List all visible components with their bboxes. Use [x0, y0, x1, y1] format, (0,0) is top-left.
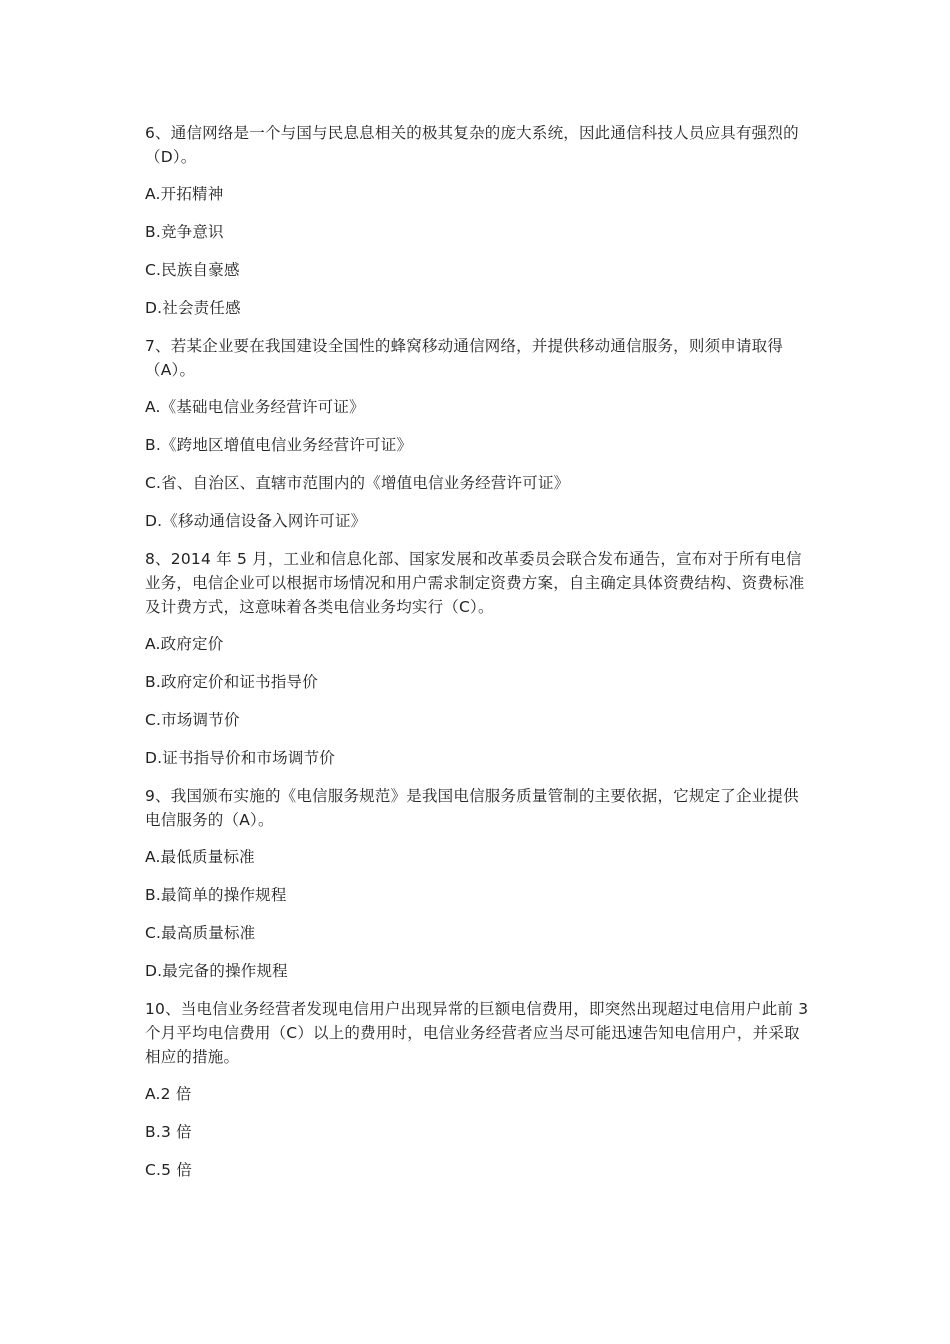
question-10-option-a: A.2 倍 — [145, 1085, 192, 1103]
question-10-option-b: B.3 倍 — [145, 1123, 192, 1141]
question-7-option-a: A.《基础电信业务经营许可证》 — [145, 398, 365, 416]
document-page — [145, 121, 810, 1196]
question-8-option-b: B.政府定价和证书指导价 — [145, 673, 318, 691]
question-6-option-b: B.竞争意识 — [145, 223, 224, 241]
question-8-option-a: A.政府定价 — [145, 635, 224, 653]
question-7: 7、若某企业要在我国建设全国性的蜂窝移动通信网络，并提供移动通信服务，则须申请取得（A）。 — [145, 337, 784, 379]
question-9-option-b: B.最简单的操作规程 — [145, 886, 287, 904]
question-10-option-c: C.5 倍 — [145, 1161, 193, 1179]
question-7-option-d: D.《移动通信设备入网许可证》 — [145, 512, 367, 530]
question-7-option-b: B.《跨地区增值电信业务经营许可证》 — [145, 436, 413, 454]
question-6-option-a: A.开拓精神 — [145, 185, 224, 203]
question-10: 10、当电信业务经营者发现电信用户出现异常的巨额电信费用，即突然出现超过电信用户此前 3 个月平均电信费用（C）以上的费用时，电信业务经营者应当尽可能迅速告知电信用户，并采取相应的措施。 — [145, 1000, 809, 1066]
question-8-option-c: C.市场调节价 — [145, 711, 240, 729]
question-9: 9、我国颁布实施的《电信服务规范》是我国电信服务质量管制的主要依据，它规定了企业提供电信服务的（A）。 — [145, 787, 799, 829]
question-6-option-d: D.社会责任感 — [145, 299, 241, 317]
question-6-option-c: C.民族自豪感 — [145, 261, 240, 279]
question-8: 8、2014 年 5 月，工业和信息化部、国家发展和改革委员会联合发布通告，宣布对于所有电信业务，电信企业可以根据市场情况和用户需求制定资费方案，自主确定具体资费结构、资费标准及计费方式，这意味着各类电信业务均实行（C）。 — [145, 550, 805, 616]
question-6: 6、通信网络是一个与国与民息息相关的极其复杂的庞大系统，因此通信科技人员应具有强烈的（D）。 — [145, 124, 799, 166]
question-9-option-c: C.最高质量标准 — [145, 924, 256, 942]
question-8-option-d: D.证书指导价和市场调节价 — [145, 749, 335, 767]
question-9-option-a: A.最低质量标准 — [145, 848, 255, 866]
question-9-option-d: D.最完备的操作规程 — [145, 962, 288, 980]
question-7-option-c: C.省、自治区、直辖市范围内的《增值电信业务经营许可证》 — [145, 474, 570, 492]
